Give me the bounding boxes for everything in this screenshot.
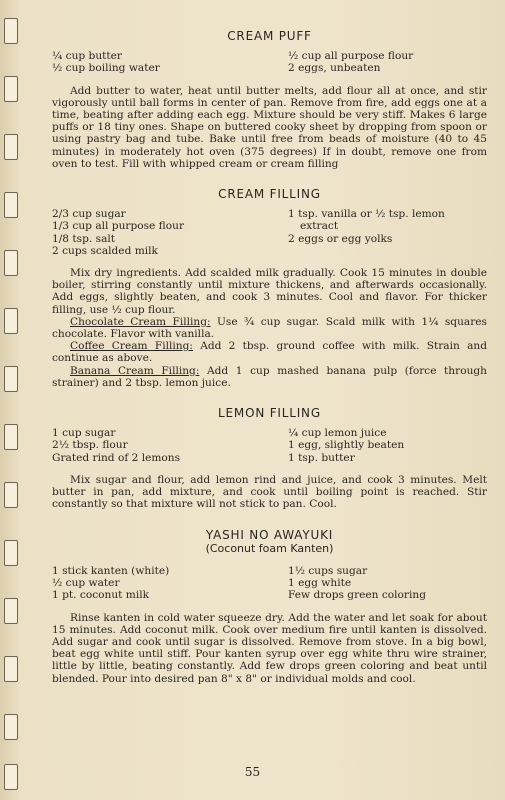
ingredient-list bbox=[52, 50, 487, 74]
recipe-directions: Mix dry ingredients. Add scalded milk gradually. Cook 15 minutes in double boiler, stirring constantly until mixture thickens, and afterwards occasionally. Add eggs, slightly beaten, and cook 3 minutes. Cool and flavor. For thicker filling, use ½ cup flour. bbox=[52, 267, 487, 316]
page-number: 55 bbox=[244, 765, 261, 779]
ingredient: 1 tsp. vanilla or ½ tsp. lemon bbox=[288, 208, 445, 221]
binder-hole bbox=[4, 366, 18, 392]
variant-coffee bbox=[52, 340, 487, 364]
ingredient-list bbox=[52, 427, 487, 464]
lemon-filling-recipe bbox=[52, 407, 487, 510]
ingredient: 1 stick kanten (white) bbox=[52, 564, 170, 577]
binder-hole bbox=[4, 482, 18, 508]
binder-hole bbox=[4, 424, 18, 450]
ingredient: Grated rind of 2 lemons bbox=[52, 451, 181, 464]
binder-holes bbox=[0, 0, 30, 800]
variant-label: Chocolate Cream Filling: bbox=[70, 315, 211, 328]
recipe-title: YASHI NO AWAYUKI bbox=[205, 527, 334, 542]
recipe-title: CREAM FILLING bbox=[218, 187, 321, 202]
variant-label: Banana Cream Filling: bbox=[70, 364, 200, 377]
variant-banana bbox=[52, 365, 487, 389]
binder-hole bbox=[4, 192, 18, 218]
recipe-title: CREAM PUFF bbox=[227, 29, 312, 43]
ingredient: ½ cup all purpose flour bbox=[288, 50, 414, 63]
ingredient bbox=[288, 245, 488, 257]
ingredient-list bbox=[52, 208, 487, 257]
ingredient-list bbox=[52, 565, 487, 602]
binder-hole bbox=[4, 76, 18, 102]
binder-hole bbox=[4, 134, 18, 160]
ingredient: 2 eggs, unbeaten bbox=[288, 62, 381, 75]
binder-hole bbox=[4, 250, 18, 276]
variant-label: Coffee Cream Filling: bbox=[70, 340, 193, 353]
ingredient: ½ cup boiling water bbox=[52, 62, 160, 75]
variant-text: Add 1 cup mashed banana pulp (force through strainer) and 2 tbsp. lemon juice. bbox=[52, 364, 487, 389]
ingredient: 1 cup sugar bbox=[52, 427, 116, 440]
ingredient: ¼ cup butter bbox=[52, 50, 122, 63]
ingredient: 1 tsp. butter bbox=[288, 451, 355, 464]
ingredient: Few drops green coloring bbox=[288, 589, 426, 602]
recipe-directions: Add butter to water, heat until butter melts, add flour all at once, and stir vigorously until ball forms in center of pan. Remove from fire, add eggs one at a time, beating after adding each egg. Mixture should be very stiff. Makes 6 large puffs or 18 tiny ones. Shape on buttered cooky sheet by dropping from spoon or using pastry bag and tube. Bake until free from beads of moisture (40 to 45 minutes) in moderately hot oven (375 degrees) If in doubt, remove one from oven to test. Fill with whipped cream or cream filling bbox=[52, 84, 487, 170]
ingredient: 1½ cups sugar bbox=[288, 564, 368, 577]
ingredient: 2 eggs or egg yolks bbox=[288, 232, 393, 245]
binder-hole bbox=[4, 656, 18, 682]
cream-puff-recipe bbox=[52, 30, 487, 170]
recipe-directions: Rinse kanten in cold water squeeze dry. Add the water and let soak for about 15 minutes. Add coconut milk. Cook over medium fire until kanten is dissolved. Add sugar and cook until sugar is dissolved. Remove from stove. In a big bowl, beat egg white until stiff. Pour kanten syrup over egg white thru wire strainer, little by little, beating constantly. Add few drops green coloring and beat until blended. Pour into desired pan 8" x 8" or individual molds and cool. bbox=[52, 611, 487, 685]
variant-text: Use ¾ cup sugar. Scald milk with 1¼ squares chocolate. Flavor with vanilla. bbox=[52, 315, 487, 341]
binder-hole bbox=[4, 598, 18, 624]
binder-hole bbox=[4, 714, 18, 740]
yashi-no-awayuki-recipe bbox=[52, 529, 487, 685]
ingredient: 1/8 tsp. salt bbox=[52, 232, 116, 245]
recipe-content bbox=[52, 30, 487, 703]
ingredient: 2/3 cup sugar bbox=[52, 208, 126, 221]
ingredient: ¼ cup lemon juice bbox=[288, 427, 387, 440]
recipe-subtitle: (Coconut foam Kanten) bbox=[205, 541, 334, 555]
recipe-directions: Mix sugar and flour, add lemon rind and juice, and cook 3 minutes. Melt butter in pan, add mixture, and cook until boiling point is reached. Stir constantly so that mixture will not stick to pan. Cool. bbox=[52, 473, 487, 511]
binder-hole bbox=[4, 540, 18, 566]
ingredient: 1/3 cup all purpose flour bbox=[52, 220, 185, 233]
variant-text: Add 2 tbsp. ground coffee with milk. Strain and continue as above. bbox=[52, 340, 487, 365]
ingredient: 1 egg white bbox=[288, 577, 352, 590]
ingredient: 2½ tbsp. flour bbox=[52, 439, 128, 452]
recipe-title: LEMON FILLING bbox=[218, 406, 321, 421]
ingredient: 1 egg, slightly beaten bbox=[288, 439, 405, 452]
ingredient: 1 pt. coconut milk bbox=[52, 589, 150, 602]
binder-hole bbox=[4, 18, 18, 44]
cream-filling-recipe bbox=[52, 188, 487, 389]
variant-chocolate bbox=[52, 316, 487, 340]
binder-hole bbox=[4, 308, 18, 334]
ingredient: 2 cups scalded milk bbox=[52, 244, 158, 257]
ingredient: extract bbox=[300, 220, 339, 233]
ingredient: ½ cup water bbox=[52, 577, 120, 590]
